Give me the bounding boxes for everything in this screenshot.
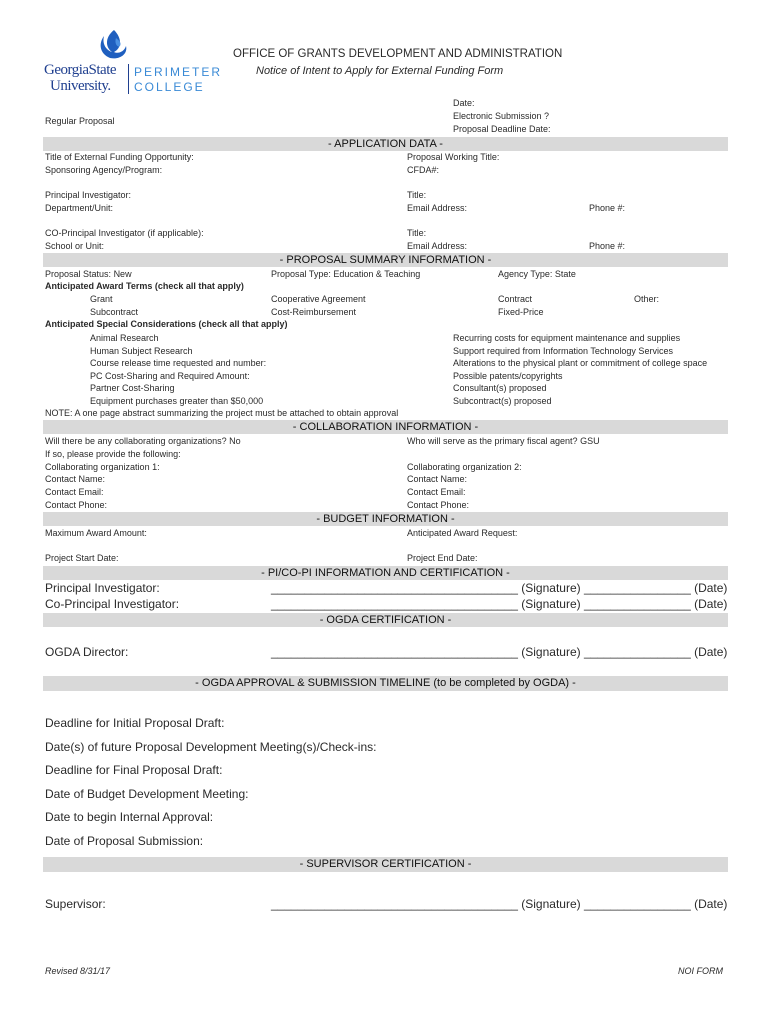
max-award-label: Maximum Award Amount:	[45, 528, 147, 538]
form-subtitle: Notice of Intent to Apply for External Funding Form	[256, 65, 504, 77]
supervisor-label: Supervisor:	[45, 897, 106, 911]
if-so-label: If so, please provide the following:	[45, 449, 181, 459]
copi-label: CO-Principal Investigator (if applicable):	[45, 228, 204, 238]
award-terms-heading: Anticipated Award Terms (check all that apply)	[45, 281, 244, 291]
collab-org1-name: Contact Name:	[45, 474, 106, 484]
application-data-header: - APPLICATION DATA -	[43, 137, 728, 151]
fiscal-agent-question: Who will serve as the primary fiscal agent? GSU	[407, 436, 600, 446]
collab-org2-name: Contact Name:	[407, 474, 468, 484]
cfda-label: CFDA#:	[407, 165, 440, 175]
special-right-list	[453, 332, 707, 408]
project-start-label: Project Start Date:	[45, 553, 119, 563]
contract-option[interactable]: Contract	[498, 294, 533, 304]
funding-opportunity-label: Title of External Funding Opportunity:	[45, 152, 194, 162]
timeline-list	[45, 716, 376, 857]
proposal-type-value[interactable]: Education & Teaching	[333, 269, 421, 279]
other-option[interactable]: Other:	[634, 294, 660, 304]
ogda-certification-header: - OGDA CERTIFICATION -	[43, 613, 728, 627]
special-item-consultants[interactable]: Consultant(s) proposed	[453, 383, 547, 394]
school-label: School or Unit:	[45, 241, 105, 251]
supervisor-header: - SUPERVISOR CERTIFICATION -	[43, 857, 728, 872]
proposal-status-value[interactable]: New	[113, 269, 132, 279]
regular-proposal-label: Regular Proposal	[45, 116, 115, 126]
proposal-status-label: Proposal Status: New	[45, 269, 132, 279]
proposal-type-label: Proposal Type: Education & Teaching	[271, 269, 421, 279]
ogda-director-label: OGDA Director:	[45, 645, 129, 659]
date-label: Date:	[453, 98, 475, 108]
electronic-submission-label: Electronic Submission ?	[453, 111, 550, 121]
collab-org2-label: Collaborating organization 2:	[407, 462, 522, 472]
special-item-course-release[interactable]: Course release time requested and number:	[90, 358, 267, 369]
collab-org1-phone: Contact Phone:	[45, 500, 108, 510]
timeline-header: - OGDA APPROVAL & SUBMISSION TIMELINE (to be completed by OGDA) -	[43, 676, 728, 691]
pi-phone-label: Phone #:	[589, 203, 626, 213]
working-title-label: Proposal Working Title:	[407, 152, 500, 162]
timeline-development-meetings: Date(s) of future Proposal Development Meeting(s)/Check-ins:	[45, 739, 377, 754]
timeline-final-draft: Deadline for Final Proposal Draft:	[45, 763, 223, 777]
timeline-initial-draft: Deadline for Initial Proposal Draft:	[45, 716, 225, 730]
special-item-it-support[interactable]: Support required from Information Technology Services	[453, 345, 673, 356]
special-item-equipment[interactable]: Equipment purchases greater than $50,000	[90, 395, 264, 406]
budget-header: - BUDGET INFORMATION -	[43, 512, 728, 526]
special-left-list	[90, 332, 266, 408]
logo-georgia-state: GeorgiaState	[44, 62, 117, 78]
form-id: NOI FORM	[678, 966, 723, 976]
special-item-animal-research[interactable]: Animal Research	[90, 333, 159, 343]
special-item-recurring-costs[interactable]: Recurring costs for equipment maintenance and supplies	[453, 333, 681, 343]
special-item-subcontracts[interactable]: Subcontract(s) proposed	[453, 395, 552, 406]
pi-certification-header: - PI/CO-PI INFORMATION AND CERTIFICATION -	[43, 566, 728, 580]
special-item-alterations[interactable]: Alterations to the physical plant or commitment of college space	[453, 358, 708, 369]
pi-title-label: Title:	[407, 190, 427, 200]
copi-email-label: Email Address:	[407, 241, 468, 251]
cert-pi-signature-line[interactable]: _____________________________________ (Signature) ________________ (Date)	[271, 581, 728, 595]
revised-date: Revised 8/31/17	[45, 966, 111, 976]
special-item-patents[interactable]: Possible patents/copyrights	[453, 370, 563, 381]
copi-phone-label: Phone #:	[589, 241, 626, 251]
copi-title-label: Title:	[407, 228, 427, 238]
logo-divider	[128, 64, 129, 94]
grant-option[interactable]: Grant	[90, 294, 113, 304]
fiscal-agent-value[interactable]: GSU	[580, 436, 600, 446]
cooperative-agreement-option[interactable]: Cooperative Agreement	[271, 294, 366, 304]
pi-label: Principal Investigator:	[45, 190, 132, 200]
timeline-internal-approval: Date to begin Internal Approval:	[45, 810, 214, 824]
logo-perimeter: PERIMETER	[134, 65, 223, 79]
ogda-signature-line[interactable]: _____________________________________ (Signature) ________________ (Date)	[271, 645, 728, 659]
pi-email-label: Email Address:	[407, 203, 468, 213]
fixed-price-option[interactable]: Fixed-Price	[498, 307, 544, 317]
cert-pi-label: Principal Investigator:	[45, 581, 160, 595]
gsu-logo	[44, 28, 223, 98]
subcontract-option[interactable]: Subcontract	[90, 307, 139, 317]
agency-type-label: Agency Type: State	[498, 269, 576, 279]
logo-college: COLLEGE	[134, 80, 205, 94]
cost-reimbursement-option[interactable]: Cost-Reimbursement	[271, 307, 357, 317]
timeline-budget-meeting: Date of Budget Development Meeting:	[45, 786, 249, 801]
proposal-deadline-label: Proposal Deadline Date:	[453, 124, 551, 134]
collab-org2-phone: Contact Phone:	[407, 500, 470, 510]
cert-copi-label: Co-Principal Investigator:	[45, 597, 180, 611]
collaborating-orgs-question: Will there be any collaborating organizations? No	[45, 436, 241, 446]
department-label: Department/Unit:	[45, 203, 114, 213]
special-item-human-subject[interactable]: Human Subject Research	[90, 345, 193, 356]
abstract-note: NOTE: A one page abstract summarizing the project must be attached to obtain approval	[45, 408, 399, 418]
collaboration-header: - COLLABORATION INFORMATION -	[43, 420, 728, 434]
anticipated-award-label: Anticipated Award Request:	[407, 528, 518, 538]
timeline-proposal-submission: Date of Proposal Submission:	[45, 833, 204, 848]
collab-org1-email: Contact Email:	[45, 487, 104, 497]
supervisor-signature-line[interactable]: _____________________________________ (Signature) ________________ (Date)	[271, 897, 728, 911]
collab-org1-label: Collaborating organization 1:	[45, 462, 160, 472]
collaborating-orgs-value[interactable]: No	[229, 436, 241, 446]
sponsoring-agency-label: Sponsoring Agency/Program:	[45, 165, 163, 175]
office-title: OFFICE OF GRANTS DEVELOPMENT AND ADMINISTRATION	[233, 48, 563, 60]
special-item-pc-cost-sharing[interactable]: PC Cost-Sharing and Required Amount:	[90, 370, 250, 381]
cert-copi-signature-line[interactable]: _____________________________________ (Signature) ________________ (Date)	[271, 597, 728, 611]
special-item-partner-cost-sharing[interactable]: Partner Cost-Sharing	[90, 383, 175, 394]
project-end-label: Project End Date:	[407, 553, 478, 563]
agency-type-value[interactable]: State	[554, 269, 576, 279]
special-considerations-heading: Anticipated Special Considerations (check all that apply)	[45, 319, 288, 329]
collab-org2-email: Contact Email:	[407, 487, 466, 497]
flame-icon	[92, 28, 132, 66]
logo-university: University.	[50, 78, 111, 94]
proposal-summary-header: - PROPOSAL SUMMARY INFORMATION -	[43, 253, 728, 267]
